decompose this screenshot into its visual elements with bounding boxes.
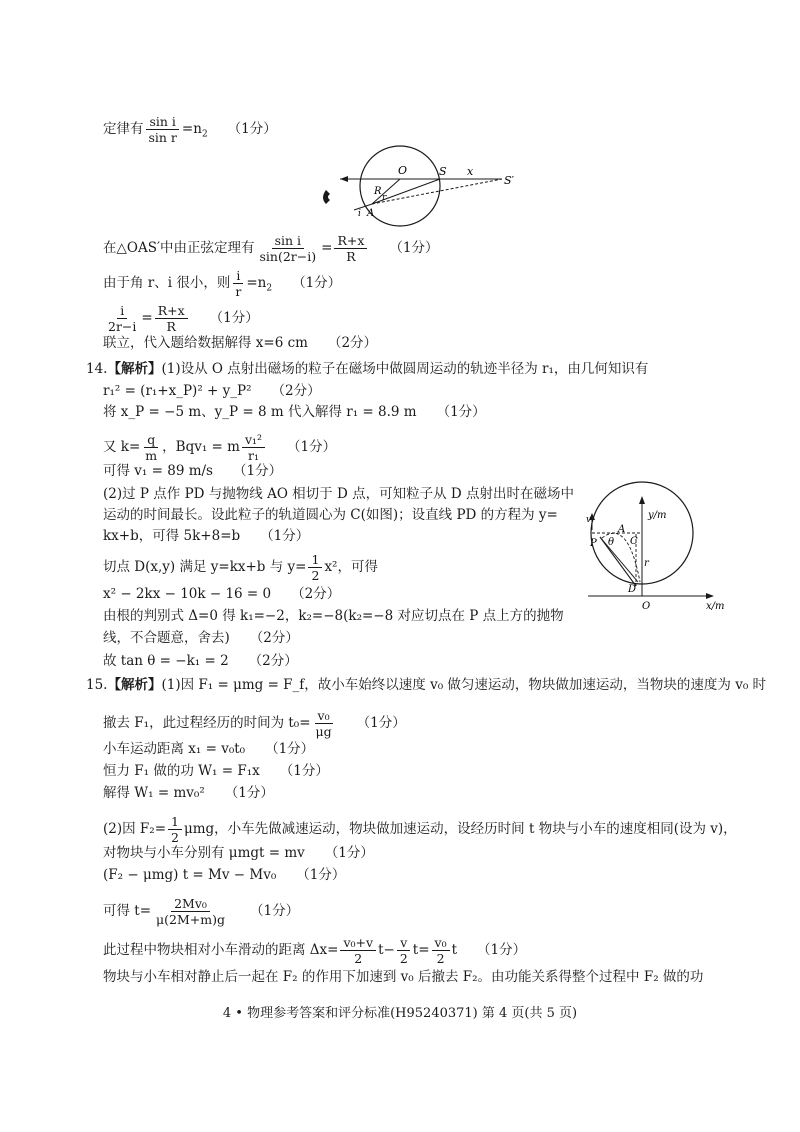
comb-num1: i xyxy=(117,303,127,319)
q14-frac-k xyxy=(142,432,160,463)
result-text: 联立，代入题给数据解得 x=6 cm xyxy=(103,335,308,351)
sine-law-line: 在△OAS′中由正弦定理有 $\frac{\text{sin i}}{\sin(2r-i)}$ = $\frac{R+x}{R}$ （1分） xyxy=(103,233,439,264)
q15-line10 xyxy=(103,935,526,966)
score: （2分） xyxy=(327,335,378,351)
q14-l9a: 切点 D(x,y) 满足 y=kx+b 与 y= xyxy=(103,559,307,575)
q15-line6 xyxy=(103,814,737,845)
q15-b-num: v xyxy=(397,935,410,951)
q15-t0-num: v₀ xyxy=(315,708,333,724)
q14-text12: 线，不合题意，舍去) xyxy=(103,630,230,646)
label-S: S xyxy=(439,165,447,178)
q15-eq5: 解得 W₁ = mv₀² xyxy=(103,785,205,801)
q14-eq3: 将 x_P = −5 m、y_P = 8 m 代入解得 r₁ = 8.9 m xyxy=(103,404,417,420)
small-angle-line xyxy=(103,268,341,299)
q14-text11: 由根的判别式 Δ=0 得 k₁=−2，k₂=−8(k₂=−8 对应切点在 P 点上方的抛物 xyxy=(103,608,564,624)
q14-frac-half xyxy=(308,552,322,583)
q15-line2 xyxy=(103,708,406,739)
small-sub: 2 xyxy=(266,283,273,294)
q14-text6: (2)过 P 点作 PD 与抛物线 AO 相切于 D 点，可知粒子从 D 点射出时在磁场中 xyxy=(103,486,574,502)
q14-line6 xyxy=(103,484,574,504)
sine-den1: sin(2r−i) xyxy=(259,249,317,264)
q14-line9 xyxy=(103,552,378,583)
label-xm: x/m xyxy=(706,601,725,612)
q14-text7: 运动的时间最长。设此粒子的轨道圆心为 C(如图)；设直线 PD 的方程为 y= xyxy=(103,507,558,523)
q15-b-den: 2 xyxy=(399,951,408,966)
q14-eq5: 可得 v₁ = 89 m/s xyxy=(103,463,213,479)
label-A: A xyxy=(618,524,626,535)
q15-t0-den: μg xyxy=(315,724,332,739)
sine-frac2 xyxy=(334,233,367,264)
q14-half-num: 1 xyxy=(308,552,322,568)
score: （1分） xyxy=(265,741,315,757)
eye-icon xyxy=(323,190,330,204)
comb-frac1 xyxy=(105,303,139,334)
snell-line xyxy=(103,114,277,145)
q15-frac-b xyxy=(397,935,411,966)
sine-frac1 xyxy=(257,233,320,264)
q15-frac-half xyxy=(168,814,182,845)
q15-line1: (1)因 F₁ = μmg = F_f，故小车始终以速度 v₀ 做匀速运动，物块做加速运动，当物块的速度为 v₀ 时 xyxy=(161,677,767,693)
comb-num2: R+x xyxy=(155,303,188,319)
label-i: i xyxy=(358,209,361,219)
q15-c-num: v₀ xyxy=(432,935,450,951)
q14-header xyxy=(86,359,648,379)
q14-text8: kx+b，可得 5k+8=b xyxy=(103,528,241,544)
q14-num-q: q xyxy=(144,432,158,448)
y-arrow xyxy=(639,496,645,504)
sine-num1: sin i xyxy=(272,233,304,249)
q14-tag: 【解析】 xyxy=(107,361,162,377)
q14-line13 xyxy=(103,651,298,671)
q15-line3 xyxy=(103,739,314,759)
arrow-head xyxy=(340,176,348,182)
comb-frac2 xyxy=(155,303,188,334)
refraction-figure xyxy=(312,144,522,232)
q14-number: 14. xyxy=(86,361,108,377)
label-ym: y/m xyxy=(648,510,667,521)
q14-text13: 故 tan θ = −k₁ = 2 xyxy=(103,653,229,669)
q14-num-v: v₁² xyxy=(242,432,265,448)
q15-l10c: t= xyxy=(412,942,430,958)
q14-l4a: 又 k= xyxy=(103,439,141,455)
score: （1分） xyxy=(287,439,337,455)
score: （1分） xyxy=(477,942,527,958)
score: （1分） xyxy=(296,867,346,883)
score: （1分） xyxy=(356,715,406,731)
small-num: i xyxy=(233,268,243,284)
q14-eq2: r₁² = (r₁+x_P)² + y_P² xyxy=(103,383,252,399)
snell-fraction xyxy=(146,114,180,145)
q15-l10a: 此过程中物块相对小车滑动的距离 Δx= xyxy=(103,942,339,958)
q14-line11 xyxy=(103,606,564,626)
q14-frac-v xyxy=(242,432,265,463)
q14-den-m: m xyxy=(145,448,158,463)
q15-line5 xyxy=(103,783,274,803)
q15-l6a: (2)因 F₂= xyxy=(103,821,167,837)
score: （2分） xyxy=(291,586,341,602)
label-r: r xyxy=(644,558,649,569)
score: （1分） xyxy=(250,903,300,919)
q14-line7 xyxy=(103,505,558,525)
snell-sub: 2 xyxy=(201,129,208,140)
score: （2分） xyxy=(271,383,321,399)
q14-l9b: x²，可得 xyxy=(324,559,378,575)
q14-l4b: ，Bqv₁ = m xyxy=(162,439,240,455)
snell-eq: =n xyxy=(181,121,202,137)
label-theta: θ xyxy=(608,537,615,548)
q14-line2 xyxy=(103,381,321,401)
q15-frac-t0 xyxy=(313,708,335,739)
combined-equation-line: $\frac{i}{2r-i}$ = $\frac{R+x}{R}$ （1分） xyxy=(103,303,259,334)
small-frac xyxy=(232,268,244,299)
score: （1分） xyxy=(389,240,439,256)
sine-prefix: 在△OAS′中由正弦定理有 xyxy=(103,240,255,256)
q15-frac-c xyxy=(432,935,450,966)
q14-line10 xyxy=(103,584,340,604)
result-line xyxy=(103,333,377,353)
q15-text11: 物块与小车相对静止后一起在 F₂ 的作用下加速到 v₀ 后撤去 F₂。由功能关系得整个过程中 F₂ 做的功 xyxy=(103,969,704,985)
score: （2分） xyxy=(249,630,299,646)
q15-eq7: 对物块与小车分别有 μmgt = mv xyxy=(103,845,305,861)
score: （1分） xyxy=(324,845,374,861)
q15-l9a: 可得 t= xyxy=(103,903,152,919)
q15-line8 xyxy=(103,865,345,885)
label-A: A xyxy=(367,208,375,219)
page-footer: 4 • 物理参考答案和评分标准(H95240371) 第 4 页(共 5 页) xyxy=(222,1006,578,1021)
q14-line8 xyxy=(103,526,309,546)
q15-l10d: t xyxy=(451,942,458,958)
q15-half-num: 1 xyxy=(168,814,182,830)
score: （1分） xyxy=(292,275,342,291)
q15-half-den: 2 xyxy=(171,830,179,845)
label-v: v xyxy=(586,515,592,525)
q14-line4 xyxy=(103,432,336,463)
sine-den2: R xyxy=(346,249,356,264)
q15-line11 xyxy=(103,967,703,987)
q14-eq10: x² − 2kx − 10k − 16 = 0 xyxy=(103,586,272,602)
score: （1分） xyxy=(436,404,486,420)
score: （1分） xyxy=(232,463,283,479)
q15-l6b: μmg，小车先做减速运动，物块做加速运动，设经历时间 t 物块与小车的速度相同(设为 v)， xyxy=(183,821,737,837)
q15-number: 15. xyxy=(86,677,108,693)
q14-line12 xyxy=(103,628,299,648)
q15-eq8: (F₂ − μmg) t = Mv − Mv₀ xyxy=(103,867,277,883)
q15-line7 xyxy=(103,843,374,863)
comb-den2: R xyxy=(166,319,176,334)
q15-tag: 【解析】 xyxy=(107,677,162,693)
q15-eq4: 恒力 F₁ 做的功 W₁ = F₁x xyxy=(103,763,260,779)
q14-line1: (1)设从 O 点射出磁场的粒子在磁场中做圆周运动的轨迹半径为 r₁，由几何知识有 xyxy=(161,361,649,377)
score: （2分） xyxy=(248,653,298,669)
score: （1分） xyxy=(260,528,310,544)
small-prefix: 由于角 r、i 很小，则 xyxy=(103,275,231,291)
score: （1分） xyxy=(279,763,329,779)
q14-den-r: r₁ xyxy=(248,448,259,463)
small-eq: =n xyxy=(246,275,267,291)
q15-line9 xyxy=(103,896,299,927)
score: （1分） xyxy=(224,785,274,801)
q15-a-num: v₀+v xyxy=(340,935,376,951)
q15-l2a: 撤去 F₁，此过程经历的时间为 t₀= xyxy=(103,715,311,731)
q15-c-den: 2 xyxy=(436,951,445,966)
magnetic-field-figure xyxy=(578,478,728,618)
sine-num2: R+x xyxy=(334,233,367,249)
score: （1分） xyxy=(227,121,277,137)
q15-line4 xyxy=(103,761,329,781)
label-O: O xyxy=(642,601,651,612)
q14-line5 xyxy=(103,461,282,481)
label-R: R xyxy=(374,186,382,197)
q15-l10b: t− xyxy=(378,942,395,958)
snell-prefix: 定律有 xyxy=(103,121,144,137)
q15-t-den: μ(2M+m)g xyxy=(156,912,225,927)
small-den: r xyxy=(235,284,242,299)
comb-den1: 2r−i xyxy=(108,319,137,334)
label-Sprime: S′ xyxy=(504,174,515,187)
q15-eq3: 小车运动距离 x₁ = v₀t₀ xyxy=(103,741,246,757)
score: （1分） xyxy=(209,310,259,326)
label-O: O xyxy=(398,164,408,177)
q15-t-num: 2Mv₀ xyxy=(171,896,210,912)
q15-frac-a xyxy=(340,935,376,966)
q15-header xyxy=(86,675,766,695)
q14-half-den: 2 xyxy=(311,568,320,583)
label-C: C xyxy=(630,536,638,547)
q15-frac-t xyxy=(153,896,228,927)
snell-den: sin r xyxy=(148,130,177,145)
label-P: P xyxy=(590,538,597,549)
label-r: r xyxy=(382,193,387,203)
label-x: x xyxy=(467,165,474,178)
snell-num: sin i xyxy=(146,114,178,130)
q14-line3 xyxy=(103,402,486,422)
label-D: D xyxy=(628,584,637,595)
q15-a-den: 2 xyxy=(354,951,363,966)
x-arrow xyxy=(706,593,714,599)
